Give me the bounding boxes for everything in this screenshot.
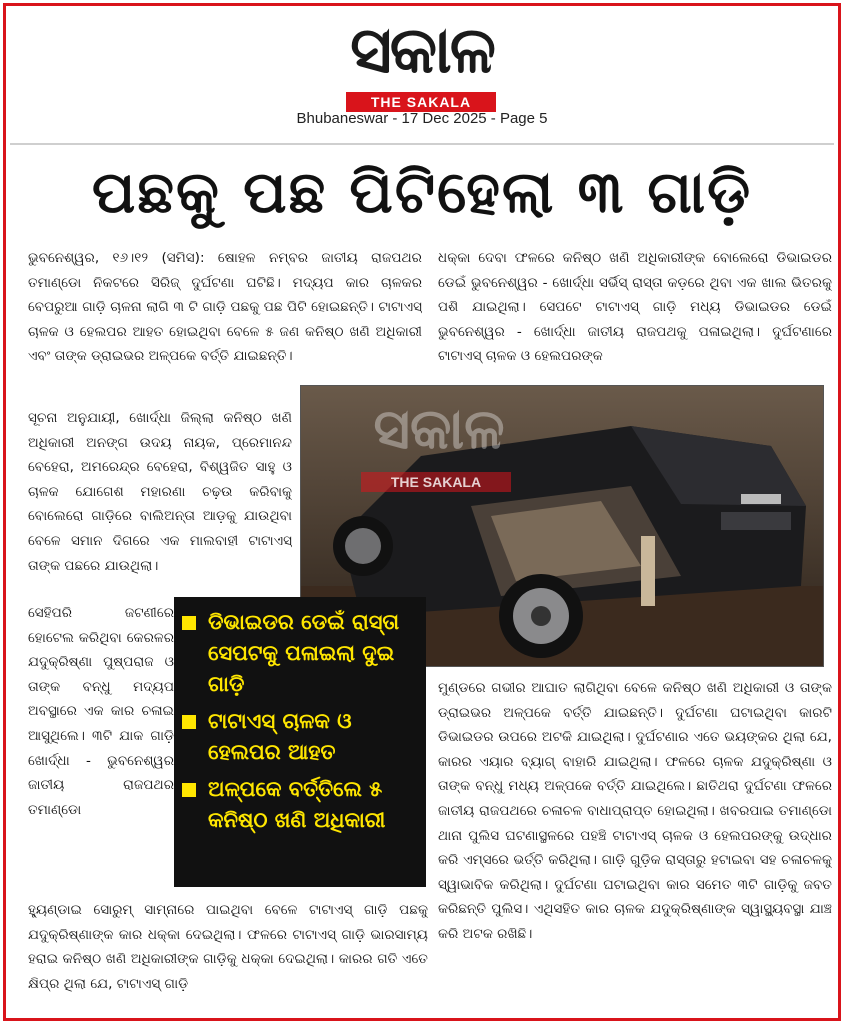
highlights-box [174, 597, 426, 887]
article-para-intro: ଭୁବନେଶ୍ୱର, ୧୬।୧୨ (ସମିସ): ଷୋହଳ ନମ୍ବର ଜାତୀୟ ରାଜପଥର ତମାଣ୍ଡୋ ନିକଟରେ ସିରିଜ୍ ଦୁର୍ଘଟଣା ଘଟିଛି। ମଦ୍ୟପ କାର ଚାଳକର ବେପରୁଆ ଗାଡ଼ି ଚାଳନା ଲାଗି ୩ ଟି ଗାଡ଼ି ପଛକୁ ପଛ ପିଟି ହୋଇଛନ୍ତି। ଟାଟାଏସ୍ ଚାଳକ ଓ ହେଲପର ଆହତ ହୋଇଥିବା ବେଳେ ୫ ଜଣ କନିଷ୍ଠ ଖଣି ଅଧିକାରୀ ଏବଂ ତାଙ୍କ ଡ୍ରାଇଭର ଅଳ୍ପକେ ବର୍ତ୍ତି ଯାଇଛନ୍ତି। [28, 250, 422, 365]
highlight-text: ଟାଟାଏସ୍ ଚାଳକ ଓ ହେଲପର ଆହତ [208, 709, 352, 764]
article-para-right-top: ଧକ୍କା ଦେବା ଫଳରେ କନିଷ୍ଠ ଖଣି ଅଧିକାରୀଙ୍କ ବୋଲେରୋ ଡିଭାଇଡର ଡେଇଁ ଭୁବନେଶ୍ୱର - ଖୋର୍ଦ୍ଧା ସର୍ଭିସ୍ ରାସ୍ତା କଡ଼ରେ ଥିବା ଏକ ଖାଲ ଭିତରକୁ ପଶି ଯାଇଥିଲା। ସେପଟେ ଟାଟାଏସ୍ ଗାଡ଼ି ମଧ୍ୟ ଡିଭାଇଡର ଡେଇଁ ଭୁବନେଶ୍ୱର - ଖୋର୍ଦ୍ଧା ଜାତୀୟ ରାଜପଥକୁ ପଳାଇଥିଲା। ଦୁର୍ଘଟଣାରେ ଟାଟାଏସ୍ ଚାଳକ ଓ ହେଲପରଙ୍କ [438, 250, 832, 365]
highlight-text: ଅଳ୍ପକେ ବର୍ତ୍ତିଲେ ୫ କନିଷ୍ଠ ଖଣି ଅଧିକାରୀ [208, 777, 386, 832]
highlight-item [182, 774, 416, 836]
highlight-item [182, 607, 416, 700]
watermark-band: THE SAKALA [361, 472, 511, 492]
highlight-item [182, 706, 416, 768]
dateline: Bhubaneswar - 17 Dec 2025 - Page 5 [296, 110, 548, 127]
photo-watermark [319, 390, 559, 500]
watermark-wordmark: ସକାଳ [373, 397, 505, 462]
article-para-aftermath: ମୁଣ୍ଡରେ ଗଭୀର ଆଘାତ ଲାଗିଥିବା ବେଳେ କନିଷ୍ଠ ଖଣି ଅଧିକାରୀ ଓ ତାଙ୍କ ଡ୍ରାଇଭର ଅଳ୍ପକେ ବର୍ତ୍ତି ଯାଇଛନ୍ତି। ଦୁର୍ଘଟଣା ଘଟାଇଥିବା କାରଟି ଡିଭାଇଡର ଉପରେ ଅଟକି ଯାଇଥିଲା। ଦୁର୍ଘଟଣାର ଏତେ ଭୟଙ୍କର ଥିଲା ଯେ, କାରର ଏୟାର ବ୍ୟାଗ୍ ବାହାରି ଯାଇଥିଲା। ଫଳରେ ଚାଳକ ଯଦୁକ୍ରିଷ୍ଣା ଓ ତାଙ୍କ ବନ୍ଧୁ ମଧ୍ୟ ଅଳ୍ପକେ ବର୍ତ୍ତି ଯାଇଥିଲେ। ଛାତିଥରା ଦୁର୍ଘଟଣା ଫଳରେ ଜାତୀୟ ରାଜପଥରେ ଚଳାଚଳ ବାଧାପ୍ରାପ୍ତ ହୋଇଥିଲା। ଖବରପାଇ ତମାଣ୍ଡୋ ଥାନା ପୁଲିସ ଘଟଣାସ୍ଥଳରେ ପହଞ୍ଚି ଟାଟାଏସ୍ ଚାଳକ ଓ ହେଲପରଙ୍କୁ ଉଦ୍ଧାର କରି ଏମ୍ସରେ ଭର୍ତ୍ତି କରିଥିଲା। ଗାଡ଼ି ଗୁଡ଼ିକ ରାସ୍ତାରୁ ହଟାଇବା ସହ ଚଳାଚଳକୁ ସ୍ୱାଭାବିକ କରିଥିଲା। ଦୁର୍ଘଟଣା ଘଟାଇଥିବା କାର ସମେତ ୩ଟି ଗାଡ଼ିକୁ ଜବତ କରିଛନ୍ତି ପୁଲିସ। ଏଥିସହିତ କାର ଚାଳକ ଯଦୁକ୍ରିଷ୍ଣାଙ୍କ ସ୍ୱାସ୍ଥ୍ୟବସ୍ଥା ଯାଞ୍ଚ କରି ଅଟକ ରଖିଛି। [438, 680, 832, 942]
logo-wordmark: ସକାଳ [350, 14, 494, 88]
article-headline: ପଛକୁ ପଛ ପିଟିହେଲା ୩ ଗାଡ଼ି [91, 158, 753, 226]
newspaper-logo [272, 12, 572, 110]
article-para-driver: ସେହିପରି ଜଟଣୀରେ ହୋଟେଲ କରିଥିବା କେରଳର ଯଦୁକ୍ରିଷ୍ଣା ପୁଷ୍ପରାଜ ଓ ତାଙ୍କ ବନ୍ଧୁ ମଦ୍ୟପ ଅବସ୍ଥାରେ ଏକ କାର ଚଳାଇ ଆସୁଥିଲେ। ୩ଟି ଯାକ ଗାଡ଼ି ଖୋର୍ଦ୍ଧା - ଭୁବନେଶ୍ୱର ଜାତୀୟ ରାଜପଥର ତମାଣ୍ଡୋ [28, 605, 174, 818]
logo-band: THE SAKALA [346, 92, 496, 112]
highlight-text: ଡିଭାଇଡର ଡେଇଁ ରାସ୍ତା ସେପଟକୁ ପଳାଇଲା ଦୁଇ ଗାଡ଼ି [208, 610, 400, 696]
article-para-collision: ହ୍ୟୁଣ୍ଡାଇ ସୋରୁମ୍ ସାମ୍ନାରେ ପାଇଥିବା ବେଳେ ଟାଟାଏସ୍ ଗାଡ଼ି ପଛକୁ ଯଦୁକ୍ରିଷ୍ଣାଙ୍କ କାର ଧକ୍କା ଦେଇଥିଲା। ଫଳରେ ଟାଟାଏସ୍ ଗାଡ଼ି ଭାରସାମ୍ୟ ହରାଇ କନିଷ୍ଠ ଖଣି ଅଧିକାରୀଙ୍କ ଗାଡ଼ିକୁ ଧକ୍କା ଦେଇଥିଲା। କାରର ଗତି ଏତେ କ୍ଷିପ୍ର ଥିଲା ଯେ, ଟାଟାଏସ୍ ଗାଡ଼ି [28, 902, 428, 992]
masthead [0, 6, 844, 136]
header-divider [10, 143, 834, 145]
square-bullet-icon [182, 783, 196, 797]
square-bullet-icon [182, 715, 196, 729]
square-bullet-icon [182, 616, 196, 630]
article-para-officials: ସୂଚନା ଅନୁଯାୟୀ, ଖୋର୍ଦ୍ଧା ଜିଲ୍ଲା କନିଷ୍ଠ ଖଣି ଅଧିକାରୀ ଅନଙ୍ଗ ଉଦୟ ନାୟକ, ପ୍ରେମାନନ୍ଦ ବେହେରା, ଅମରେନ୍ଦ୍ର ବେହେରା, ବିଶ୍ୱଜିତ ସାହୁ ଓ ଚାଳକ ଯୋଗେଶ ମହାରଣା ଚଢ଼ଉ କରିବାକୁ ବୋଲେରୋ ଗାଡ଼ିରେ ବାଲିଅନ୍ତା ଆଡ଼କୁ ଯାଉଥିବା ବେଳେ ସମାନ ଦିଗରେ ଏକ ମାଲବାହୀ ଟାଟାଏସ୍ ତାଙ୍କ ପଛରେ ଯାଉଥିଲା। [28, 410, 292, 574]
